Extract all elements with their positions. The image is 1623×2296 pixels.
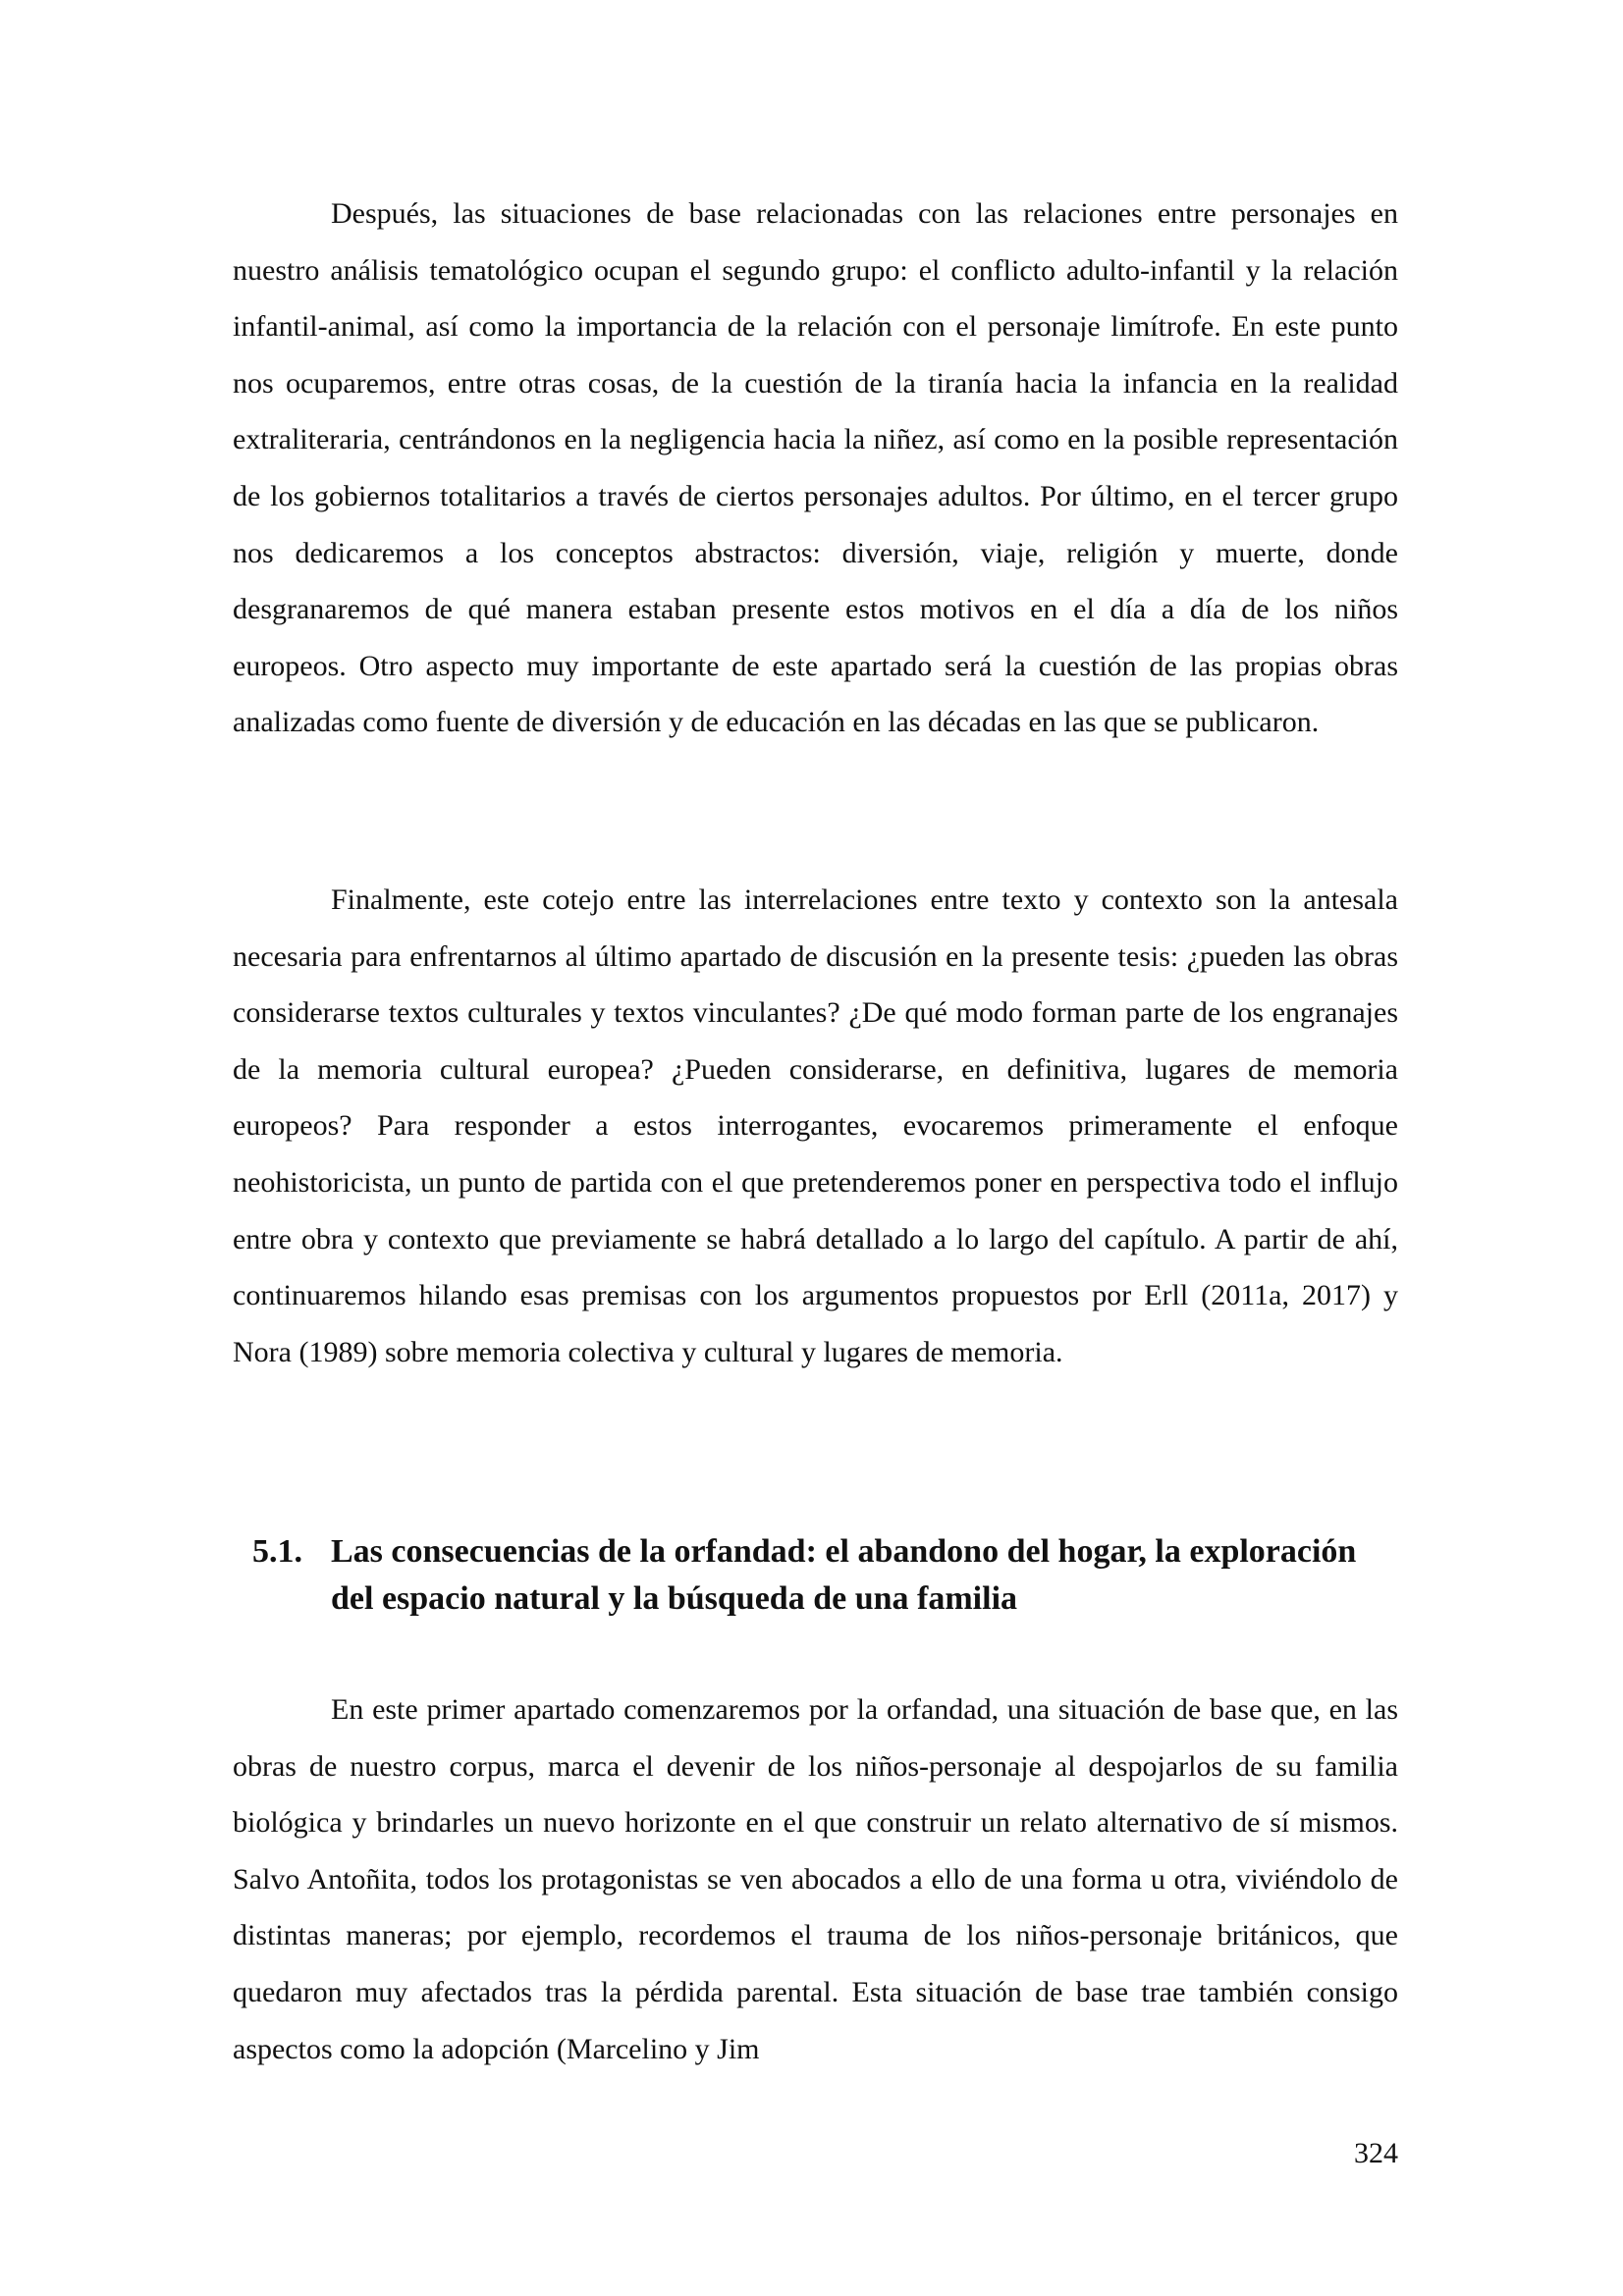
section-title: Las consecuencias de la orfandad: el abandono del hogar, la exploración del espacio natural y la búsqueda de una familia <box>331 1533 1357 1617</box>
body-paragraph: Finalmente, este cotejo entre las interrelaciones entre texto y contexto son la antesala necesaria para enfrentarnos al último apartado de discusión en la presente tesis: ¿pueden las obras considerarse textos culturales y textos vinculantes? ¿De qué modo forman parte de los engranajes de la memoria cultural europea? ¿Pueden considerarse, en definitiva, lugares de memoria europeos? Para responder a estos interrogantes, evocaremos primeramente el enfoque neohistoricista, un punto de partida con el que pretenderemos poner en perspectiva todo el influjo entre obra y contexto que previamente se habrá detallado a lo largo del capítulo. A partir de ahí, continuaremos hilando esas premisas con los argumentos propuestos por Erll (2011a, 2017) y Nora (1989) sobre memoria colectiva y cultural y lugares de memoria. <box>233 883 1398 1368</box>
section-number: 5.1. <box>252 1533 302 1570</box>
section-heading <box>252 1528 1398 1623</box>
page-number: 324 <box>1354 2137 1398 2169</box>
body-paragraph: En este primer apartado comenzaremos por la orfandad, una situación de base que, en las obras de nuestro corpus, marca el devenir de los niños-personaje al despojarlos de su familia biológica y brindarles un nuevo horizonte en el que construir un relato alternativo de sí mismos. Salvo Antoñita, todos los protagonistas se ven abocados a ello de una forma u otra, viviéndolo de distintas maneras; por ejemplo, recordemos el trauma de los niños-personaje británicos, que quedaron muy afectados tras la pérdida parental. Esta situación de base trae también consigo aspectos como la adopción (Marcelino y Jim <box>233 1693 1398 2065</box>
body-paragraph: Después, las situaciones de base relacionadas con las relaciones entre personajes en nuestro análisis tematológico ocupan el segundo grupo: el conflicto adulto-infantil y la relación infantil-animal, así como la importancia de la relación con el personaje limítrofe. En este punto nos ocuparemos, entre otras cosas, de la cuestión de la tiranía hacia la infancia en la realidad extraliteraria, centrándonos en la negligencia hacia la niñez, así como en la posible representación de los gobiernos totalitarios a través de ciertos personajes adultos. Por último, en el tercer grupo nos dedicaremos a los conceptos abstractos: diversión, viaje, religión y muerte, donde desgranaremos de qué manera estaban presente estos motivos en el día a día de los niños europeos. Otro aspecto muy importante de este apartado será la cuestión de las propias obras analizadas como fuente de diversión y de educación en las décadas en las que se publicaron. <box>233 197 1398 739</box>
